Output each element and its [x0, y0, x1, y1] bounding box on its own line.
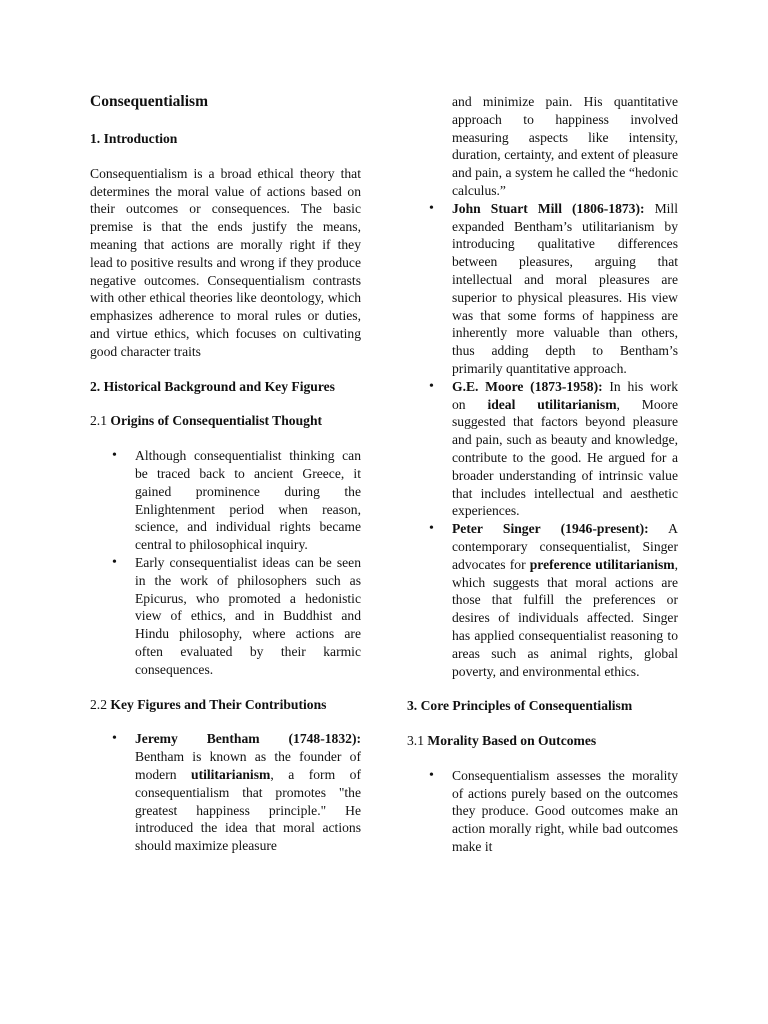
intro-heading: 1. Introduction [90, 131, 178, 146]
moore-text-pre: In his work on [452, 378, 678, 412]
list-item: • Consequentialism assesses the morality of actions purely based on the outcomes they produce. Good outcomes make an action morally right, while bad outcomes make it [407, 767, 678, 856]
mill-text: Mill expanded Bentham’s utilitarianism by introducing qualitative differences between pleasures, arguing that intellectual and moral pleasures are superior to physical pleasures. His view was that some forms of happiness are inherently more valuable than others, thus adding depth to Bentham’s primarily quantitative approach. [452, 200, 678, 376]
origins-number: 2.1 [90, 413, 107, 429]
morality-title: Morality Based on Outcomes [427, 733, 597, 749]
list-item-moore [407, 378, 678, 520]
intro-paragraph: Consequentialism is a broad ethical theory that determines the moral value of actions based on their outcomes or consequences. The basic premise is that the ends justify the means, meaning that actions are morally right if they lead to positive results and wrong if they produce negative outcomes. Consequentialism contrasts with other ethical theories like deontology, which emphasizes adherence to moral rules or duties, and virtue ethics, which focuses on cultivating good character traits [90, 165, 361, 359]
key-figures-title: Key Figures and Their Contributions [110, 696, 327, 712]
morality-list [407, 767, 678, 856]
bentham-term: utilitarianism [191, 766, 271, 782]
list-item: • Early consequentialist ideas can be seen in the work of philosophers such as Epicurus, who promoted a hedonistic view of ethics, and in Buddhist and Hindu philosophy, where actions are often evaluated by their karmic consequences. [90, 554, 361, 679]
singer-name: Peter Singer (1946-present): [452, 521, 649, 537]
origins-list [90, 447, 361, 678]
right-column [407, 93, 678, 873]
morality-subheading [407, 732, 678, 750]
origins-title: Origins of Consequentialist Thought [110, 413, 323, 429]
singer-text-post: , which suggests that moral actions are those that fulfill the preferences or desires of individuals affected. Singer has applied consequentialist reasoning to areas such as animal rights, global poverty, and environmental ethics. [452, 556, 678, 679]
key-figures-subheading [90, 696, 361, 714]
left-column [90, 92, 361, 872]
bentham-text-post: , a form of consequentialism that promotes "the greatest happiness principle." He introduced the idea that moral actions should maximize pleasure [135, 766, 361, 854]
key-figures-number: 2.2 [90, 696, 107, 712]
list-item: • Although consequentialist thinking can be traced back to ancient Greece, it gained prominence during the Enlightenment period when reason, science, and individual rights became central to philosophical inquiry. [90, 447, 361, 554]
moore-name: G.E. Moore (1873-1958): [452, 378, 603, 394]
list-item-bentham [90, 730, 361, 855]
list-item-mill [407, 200, 678, 378]
mill-name: John Stuart Mill (1806-1873): [452, 200, 645, 216]
core-principles-heading: 3. Core Principles of Consequentialism [407, 698, 633, 714]
bentham-name: Jeremy Bentham (1748-1832): [135, 731, 361, 747]
key-figures-list [90, 730, 361, 855]
document-title: Consequentialism [90, 93, 208, 110]
history-heading: 2. Historical Background and Key Figures [90, 378, 335, 394]
moore-text-post: , Moore suggested that factors beyond pleasure and pain, such as beauty and knowledge, contribute to the good. He argued for a broader understanding of intrinsic value that includes intellectual and aesthetic experiences. [452, 396, 678, 519]
key-figures-list-continued [407, 200, 678, 681]
moore-term: ideal utilitarianism [487, 396, 617, 412]
list-item-singer [407, 520, 678, 680]
singer-text-pre: A contemporary consequentialist, Singer advocates for [452, 521, 678, 572]
morality-number: 3.1 [407, 733, 424, 749]
bentham-continuation: and minimize pain. His quantitative approach to happiness involved measuring aspects like intensity, duration, certainty, and extent of pleasure and pain, a system he called the “hedonic calculus.” [452, 94, 678, 198]
origins-subheading [90, 412, 361, 430]
bentham-text-pre: Bentham is known as the founder of modern [135, 749, 361, 782]
singer-term: preference utilitarianism [529, 556, 675, 572]
